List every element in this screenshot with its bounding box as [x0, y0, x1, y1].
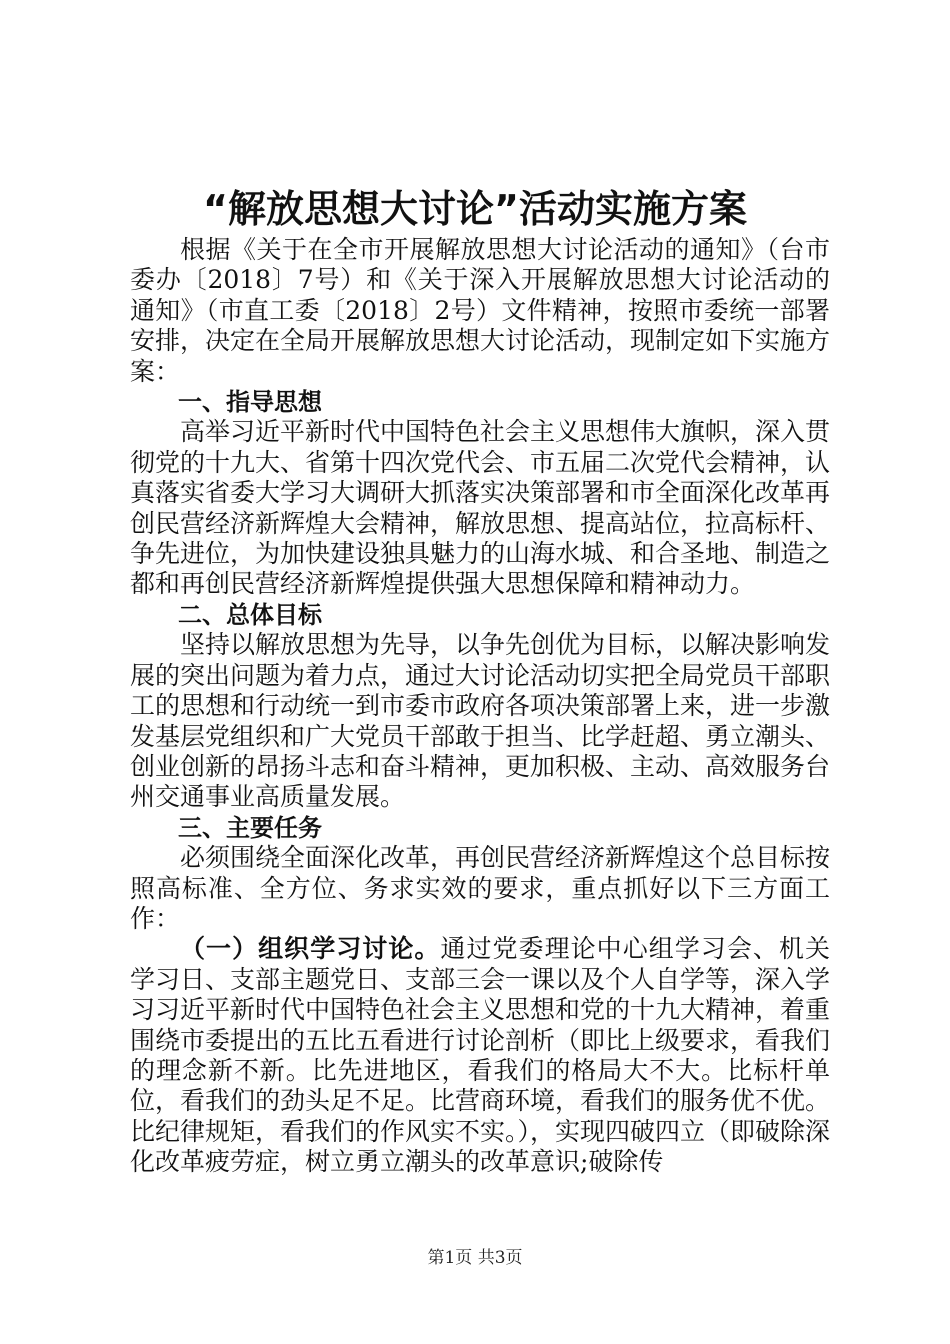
section-paragraph-guiding-thought: 高举习近平新时代中国特色社会主义思想伟大旗帜，深入贯彻党的十九大、省第十四次党代会、市五届二次党代会精神，认真落实省委大学习大调研大抓落实决策部署和市全面深化改革再创民营经济新辉煌大会精神，解放思想、提高站位，拉高标杆、争先进位，为加快建设独具魅力的山海水城、和合圣地、制造之都和再创民营经济新辉煌提供强大思想保障和精神动力。	[130, 417, 831, 599]
section-heading-guiding-thought: 一、指导思想	[178, 388, 322, 417]
page-footer: 第1页 共3页	[427, 1248, 523, 1268]
document-title: “解放思想大讨论”活动实施方案	[203, 187, 747, 231]
subsection-text-study: 通过党委理论中心组学习会、机关学习日、支部主题党日、支部三会一课以及个人自学等，深入学习习近平新时代中国特色社会主义思想和党的十九大精神，着重围绕市委提出的五比五看进行讨论剖析（即比上级要求，看我们的理念新不新。比先进地区，看我们的格局大不大。比标杆单位，看我们的劲头足不足。比营商环境，看我们的服务优不优。比纪律规矩，看我们的作风实不实。），实现四破四立（即破除深化改革疲劳症，树立勇立潮头的改革意识;破除传	[130, 934, 831, 1177]
intro-paragraph: 根据《关于在全市开展解放思想大讨论活动的通知》（台市委办〔2018〕7号）和《关于深入开展解放思想大讨论活动的通知》（市直工委〔2018〕2号）文件精神，按照市委统一部署安排，决定在全局开展解放思想大讨论活动，现制定如下实施方案：	[130, 235, 831, 386]
subsection-lead-study: （一）组织学习讨论。	[180, 934, 441, 964]
document-body	[130, 235, 830, 1178]
section-paragraph-overall-goal: 坚持以解放思想为先导，以争先创优为目标，以解决影响发展的突出问题为着力点，通过大讨论活动切实把全局党员干部职工的思想和行动统一到市委市政府各项决策部署上来，进一步激发基层党组织和广大党员干部敢于担当、比学赶超、勇立潮头、创业创新的昂扬斗志和奋斗精神，更加积极、主动、高效服务台州交通事业高质量发展。	[130, 630, 831, 812]
section-heading-overall-goal: 二、总体目标	[178, 600, 322, 629]
section-paragraph-main-tasks: 必须围绕全面深化改革，再创民营经济新辉煌这个总目标按照高标准、全方位、务求实效的要求，重点抓好以下三方面工作：	[130, 843, 831, 933]
section-heading-main-tasks: 三、主要任务	[178, 813, 322, 842]
subsection-paragraph-study	[130, 934, 830, 1177]
